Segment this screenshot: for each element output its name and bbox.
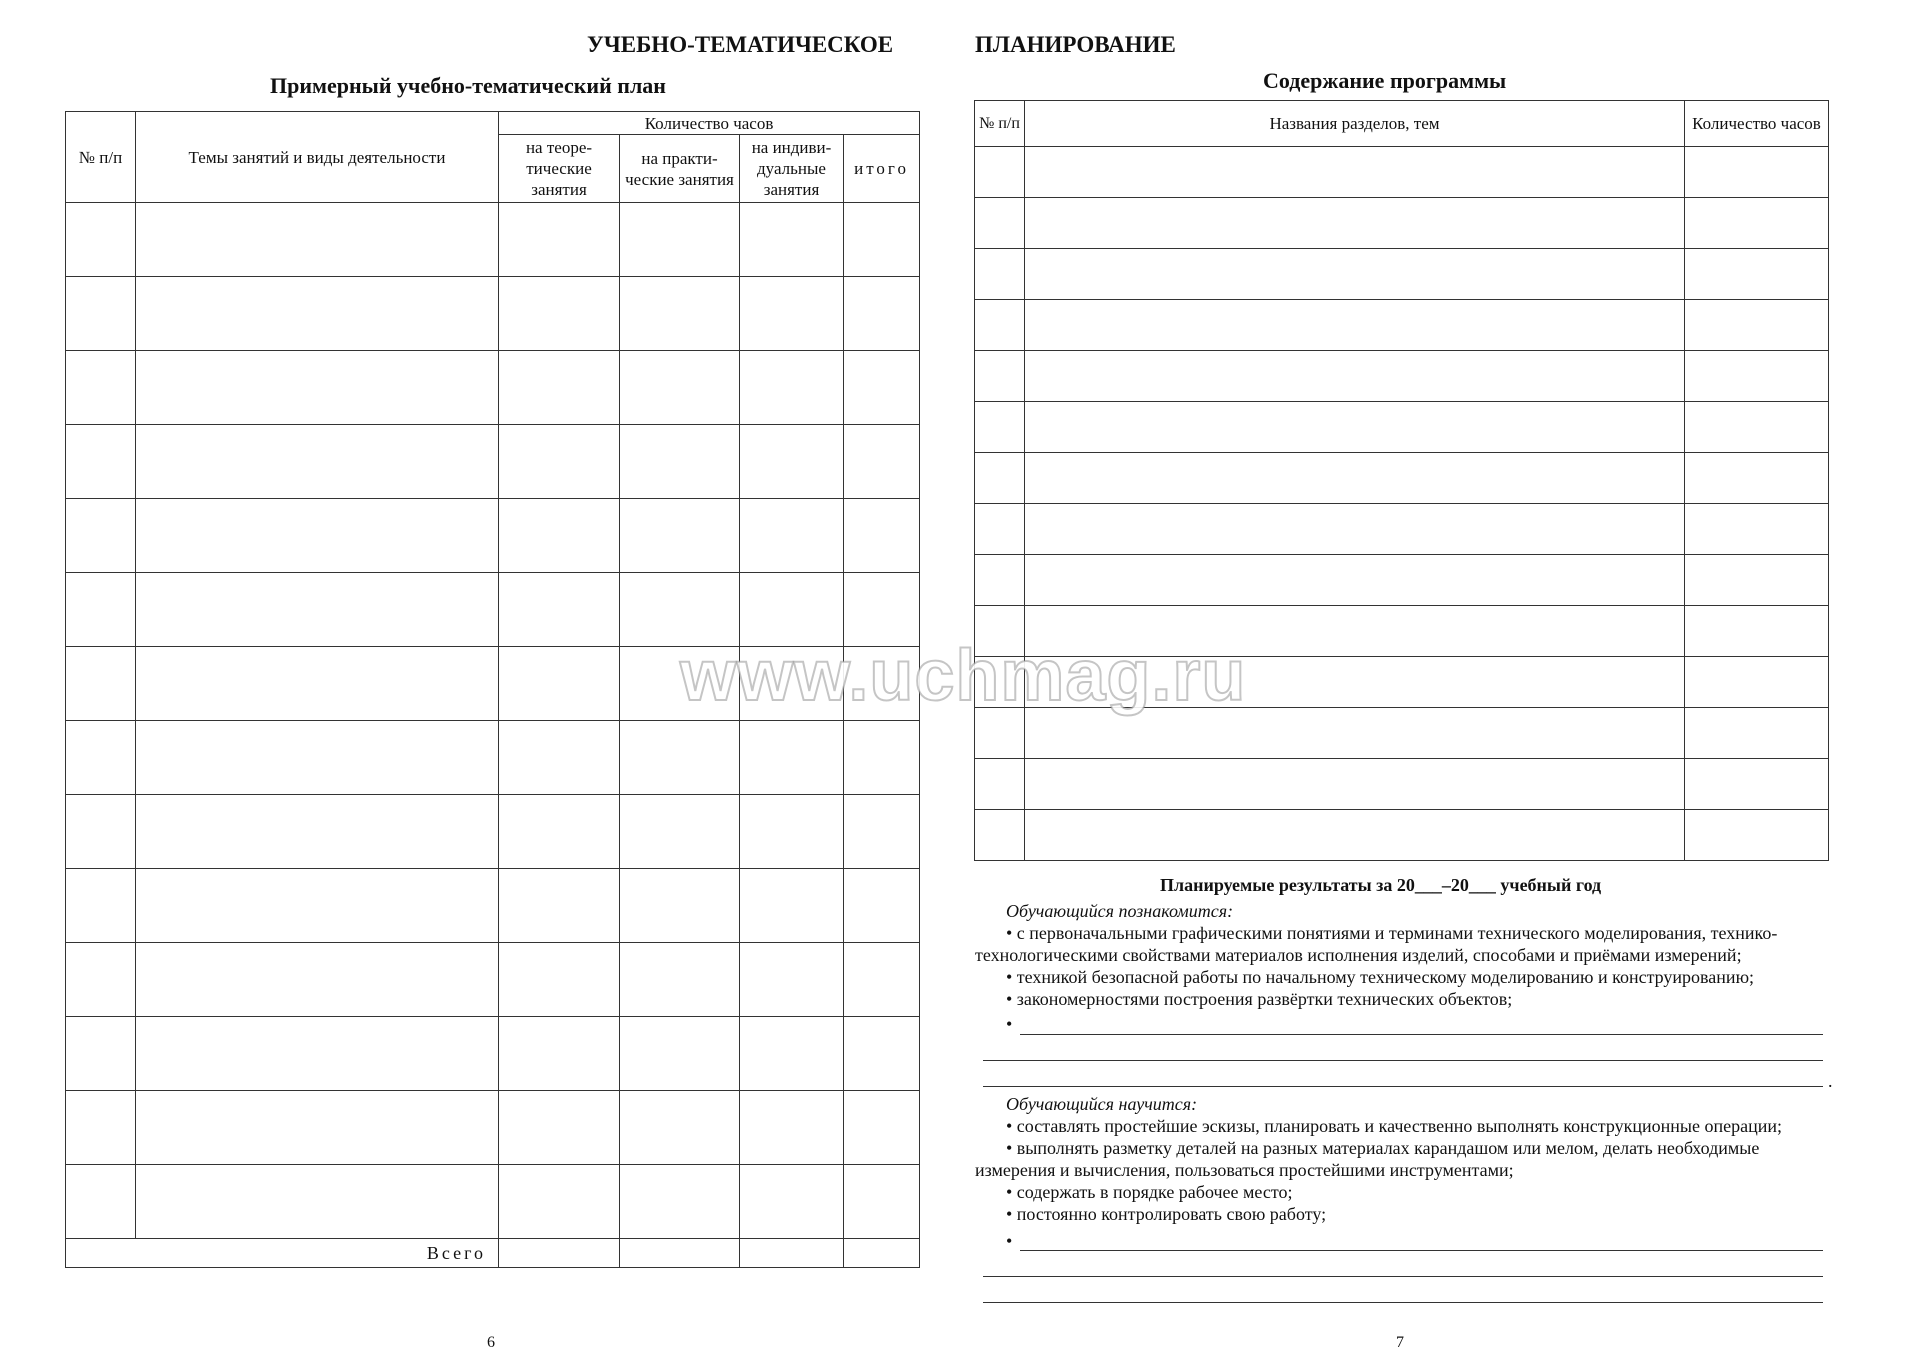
table-cell[interactable] — [136, 1091, 499, 1165]
table-cell[interactable] — [1025, 249, 1685, 300]
table-cell[interactable] — [975, 555, 1025, 606]
table-cell[interactable] — [136, 1165, 499, 1239]
table-cell[interactable] — [66, 1091, 136, 1165]
table-cell[interactable] — [844, 795, 920, 869]
table-cell[interactable] — [499, 721, 620, 795]
table-cell[interactable] — [1685, 300, 1829, 351]
table-cell[interactable] — [975, 249, 1025, 300]
program-content-table — [974, 100, 1829, 861]
table-cell[interactable] — [66, 277, 136, 351]
table-cell[interactable] — [136, 721, 499, 795]
list-item-blank-bullet: • — [1006, 1231, 1013, 1251]
table-cell[interactable] — [740, 1091, 844, 1165]
table-cell[interactable] — [975, 810, 1025, 861]
table-cell[interactable] — [620, 943, 740, 1017]
table-row — [66, 1091, 920, 1165]
right-page-number: 7 — [1396, 1334, 1404, 1351]
table-row — [975, 504, 1829, 555]
table-cell[interactable] — [1025, 504, 1685, 555]
table-cell[interactable] — [1685, 657, 1829, 708]
table-cell[interactable] — [975, 453, 1025, 504]
table-row — [66, 869, 920, 943]
total-sum-cell[interactable] — [844, 1239, 920, 1268]
table-cell[interactable] — [620, 277, 740, 351]
table-cell[interactable] — [1025, 759, 1685, 810]
list-item-blank-bullet: • — [1006, 1014, 1013, 1034]
table-cell[interactable] — [136, 425, 499, 499]
table-cell[interactable] — [499, 1165, 620, 1239]
table-cell[interactable] — [844, 499, 920, 573]
table-cell[interactable] — [975, 147, 1025, 198]
table-cell[interactable] — [844, 1017, 920, 1091]
col-header-hours: Количество часов — [1685, 101, 1829, 147]
table-cell[interactable] — [499, 1017, 620, 1091]
table-row — [66, 203, 920, 277]
table-cell[interactable] — [499, 647, 620, 721]
table-cell[interactable] — [66, 499, 136, 573]
table-cell[interactable] — [620, 1091, 740, 1165]
table-cell[interactable] — [844, 203, 920, 277]
fill-in-line[interactable] — [983, 1302, 1823, 1303]
table-cell[interactable] — [1685, 810, 1829, 861]
table-cell[interactable] — [1685, 249, 1829, 300]
fill-in-line[interactable] — [1020, 1250, 1823, 1251]
table-cell[interactable] — [1025, 810, 1685, 861]
table-cell[interactable] — [844, 1165, 920, 1239]
table-cell[interactable] — [844, 425, 920, 499]
table-cell[interactable] — [136, 943, 499, 1017]
table-cell[interactable] — [620, 203, 740, 277]
table-row — [975, 249, 1829, 300]
table-cell[interactable] — [1685, 147, 1829, 198]
right-page-subtitle: Содержание программы — [1263, 68, 1507, 93]
table-cell[interactable] — [620, 795, 740, 869]
col-header-total: итого — [844, 135, 920, 203]
list-item: • составлять простейшие эскизы, планировать и качественно выполнять конструкционные операции; — [1006, 1116, 1782, 1136]
table-cell[interactable] — [975, 402, 1025, 453]
list-item: измерения и вычисления, пользоваться простейшими инструментами; — [975, 1160, 1514, 1180]
table-cell[interactable] — [620, 869, 740, 943]
table-cell[interactable] — [66, 1017, 136, 1091]
fill-in-line[interactable] — [1020, 1034, 1823, 1035]
table-row — [66, 1017, 920, 1091]
table-cell[interactable] — [66, 1165, 136, 1239]
table-cell[interactable] — [740, 721, 844, 795]
col-header-individual: на индиви- дуальные занятия — [740, 135, 844, 203]
table-row — [975, 759, 1829, 810]
list-item: • с первоначальными графическими понятиями и терминами технического моделирования, технико- — [1006, 923, 1778, 943]
table-cell[interactable] — [1025, 147, 1685, 198]
table-cell[interactable] — [66, 203, 136, 277]
total-individual-cell[interactable] — [740, 1239, 844, 1268]
table-cell[interactable] — [844, 1091, 920, 1165]
table-cell[interactable] — [66, 573, 136, 647]
table-cell[interactable] — [975, 351, 1025, 402]
table-row — [66, 425, 920, 499]
table-cell[interactable] — [66, 647, 136, 721]
table-row — [66, 499, 920, 573]
table-cell[interactable] — [66, 869, 136, 943]
table-cell[interactable] — [136, 647, 499, 721]
table-cell[interactable] — [844, 869, 920, 943]
table-cell[interactable] — [499, 203, 620, 277]
table-cell[interactable] — [499, 943, 620, 1017]
table-cell[interactable] — [1685, 708, 1829, 759]
table-cell[interactable] — [1025, 351, 1685, 402]
table-footer-total-label: Всего — [66, 1239, 499, 1268]
table-cell[interactable] — [136, 573, 499, 647]
table-cell[interactable] — [499, 573, 620, 647]
table-cell[interactable] — [844, 943, 920, 1017]
list-item: • постоянно контролировать свою работу; — [1006, 1204, 1327, 1224]
table-row — [975, 300, 1829, 351]
header-title-left: УЧЕБНО-ТЕМАТИЧЕСКОЕ — [587, 32, 894, 57]
table-cell[interactable] — [620, 499, 740, 573]
total-practice-cell[interactable] — [620, 1239, 740, 1268]
section2-heading: Обучающийся научится: — [1006, 1094, 1198, 1114]
table-cell[interactable] — [740, 425, 844, 499]
table-row — [66, 351, 920, 425]
col-header-number: № п/п — [66, 112, 136, 203]
table-cell[interactable] — [844, 277, 920, 351]
table-cell[interactable] — [1685, 402, 1829, 453]
table-cell[interactable] — [136, 351, 499, 425]
table-row — [66, 277, 920, 351]
table-cell[interactable] — [499, 1091, 620, 1165]
watermark-logo: www.uchmag.ru — [680, 636, 1247, 716]
table-cell[interactable] — [620, 721, 740, 795]
table-cell[interactable] — [1685, 504, 1829, 555]
table-cell[interactable] — [975, 504, 1025, 555]
table-cell[interactable] — [740, 869, 844, 943]
table-cell[interactable] — [499, 499, 620, 573]
table-cell[interactable] — [1685, 198, 1829, 249]
results-title: Планируемые результаты за 20___–20___ учебный год — [1160, 875, 1602, 895]
section1-heading: Обучающийся познакомится: — [1006, 901, 1234, 921]
table-cell[interactable] — [740, 1165, 844, 1239]
table-row — [975, 453, 1829, 504]
table-cell[interactable] — [620, 425, 740, 499]
table-cell[interactable] — [975, 759, 1025, 810]
table-row — [975, 810, 1829, 861]
table-cell[interactable] — [1025, 402, 1685, 453]
col-header-hours-group: Количество часов — [499, 112, 920, 135]
col-header-theory: на теоре- тические занятия — [499, 135, 620, 203]
list-item: • выполнять разметку деталей на разных материалах карандашом или мелом, делать необходимые — [1006, 1138, 1760, 1158]
fill-in-line[interactable] — [983, 1086, 1823, 1087]
fill-in-line[interactable] — [983, 1060, 1823, 1061]
table-cell[interactable] — [740, 499, 844, 573]
table-cell[interactable] — [1685, 759, 1829, 810]
fill-in-line[interactable] — [983, 1276, 1823, 1277]
table-cell[interactable] — [66, 721, 136, 795]
table-cell[interactable] — [1025, 555, 1685, 606]
table-cell[interactable] — [1025, 198, 1685, 249]
table-row — [66, 795, 920, 869]
list-item: • закономерностями построения развёртки технических объектов; — [1006, 989, 1513, 1009]
total-theory-cell[interactable] — [499, 1239, 620, 1268]
table-cell[interactable] — [844, 351, 920, 425]
table-cell[interactable] — [975, 300, 1025, 351]
table-cell[interactable] — [499, 277, 620, 351]
table-cell[interactable] — [136, 869, 499, 943]
col-header-sections: Названия разделов, тем — [1025, 101, 1685, 147]
table-cell[interactable] — [1685, 606, 1829, 657]
table-row — [66, 1165, 920, 1239]
table-cell[interactable] — [66, 943, 136, 1017]
table-row — [66, 943, 920, 1017]
col-header-topics: Темы занятий и виды деятельности — [136, 112, 499, 203]
list-item: • техникой безопасной работы по начальному техническому моделированию и конструированию; — [1006, 967, 1755, 987]
table-row — [975, 198, 1829, 249]
list-item: • содержать в порядке рабочее место; — [1006, 1182, 1293, 1202]
table-cell[interactable] — [499, 425, 620, 499]
table-row — [66, 721, 920, 795]
left-page-subtitle: Примерный учебно-тематический план — [270, 73, 666, 98]
table-cell[interactable] — [975, 198, 1025, 249]
table-cell[interactable] — [499, 351, 620, 425]
table-cell[interactable] — [136, 1017, 499, 1091]
table-cell[interactable] — [844, 721, 920, 795]
table-cell[interactable] — [66, 351, 136, 425]
table-cell[interactable] — [136, 203, 499, 277]
table-row — [975, 147, 1829, 198]
table-row — [975, 402, 1829, 453]
table-cell[interactable] — [740, 203, 844, 277]
table-cell[interactable] — [740, 277, 844, 351]
table-cell[interactable] — [1685, 453, 1829, 504]
list-item: технологическими свойствами материалов исполнения изделий, способами и приёмами измерений; — [975, 945, 1742, 965]
table-row — [975, 555, 1829, 606]
table-cell[interactable] — [740, 351, 844, 425]
col-header-number: № п/п — [975, 101, 1025, 147]
table-cell[interactable] — [499, 795, 620, 869]
col-header-practice: на практи- ческие занятия — [620, 135, 740, 203]
table-cell[interactable] — [66, 795, 136, 869]
period-mark: . — [1828, 1071, 1833, 1091]
table-cell[interactable] — [1685, 351, 1829, 402]
table-cell[interactable] — [1685, 555, 1829, 606]
left-page-number: 6 — [487, 1334, 495, 1351]
table-cell[interactable] — [740, 943, 844, 1017]
header-title-right: ПЛАНИРОВАНИЕ — [975, 32, 1176, 57]
table-cell[interactable] — [136, 277, 499, 351]
table-cell[interactable] — [620, 1017, 740, 1091]
table-cell[interactable] — [620, 1165, 740, 1239]
table-cell[interactable] — [740, 795, 844, 869]
table-cell[interactable] — [620, 351, 740, 425]
table-cell[interactable] — [66, 425, 136, 499]
table-cell[interactable] — [1025, 300, 1685, 351]
table-cell[interactable] — [1025, 453, 1685, 504]
table-cell[interactable] — [136, 499, 499, 573]
table-cell[interactable] — [740, 1017, 844, 1091]
table-cell[interactable] — [499, 869, 620, 943]
table-cell[interactable] — [136, 795, 499, 869]
table-row — [975, 351, 1829, 402]
